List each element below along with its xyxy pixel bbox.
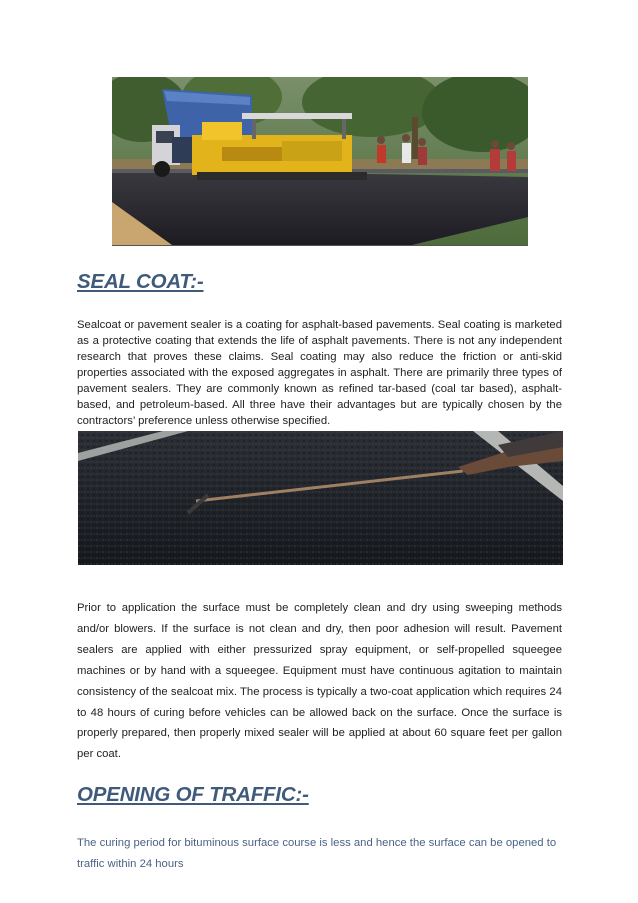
opening-of-traffic-heading: OPENING OF TRAFFIC:- [77,783,309,806]
opening-of-traffic-paragraph: The curing period for bituminous surface course is less and hence the surface can be opened to traffic within 24 hours [77,837,557,870]
sealcoat-application-paragraph: Prior to application the surface must be completely clean and dry using sweeping methods and/or blowers. If the surface is not clean and dry, then poor adhesion will result. Pavement sealers are applied with either pressurized spray equipment, or self-propelled squeegee machines or by hand with a squeegee. Equipment must have continuous agitation to maintain consistency of the sealcoat mix. The process is typically a two-coat application which requires 24 to 48 hours of curing before vehicles can be allowed back on the surface. Once the surface is properly prepared, then properly mixed sealer will be applied at about 60 square feet per gallon per coat. [77,602,562,761]
paving-machine-photo [112,77,528,246]
seal-coat-heading: SEAL COAT:- [77,270,204,293]
sealcoat-squeegee-photo [78,431,563,565]
seal-coat-intro-paragraph: Sealcoat or pavement sealer is a coating for asphalt-based pavements. Seal coating is marketed as a protective coating that extends the life of asphalt pavements. There is not any independent research that proves these claims. Seal coating may also reduce the friction or anti-skid properties associated with the exposed aggregates in asphalt. There are primarily three types of pavement sealers. They are commonly known as refined tar-based (coal tar based), asphalt-based, and petroleum-based. All three have their advantages but are typically chosen by the contractors’ preference unless otherwise specified. [77,319,562,427]
